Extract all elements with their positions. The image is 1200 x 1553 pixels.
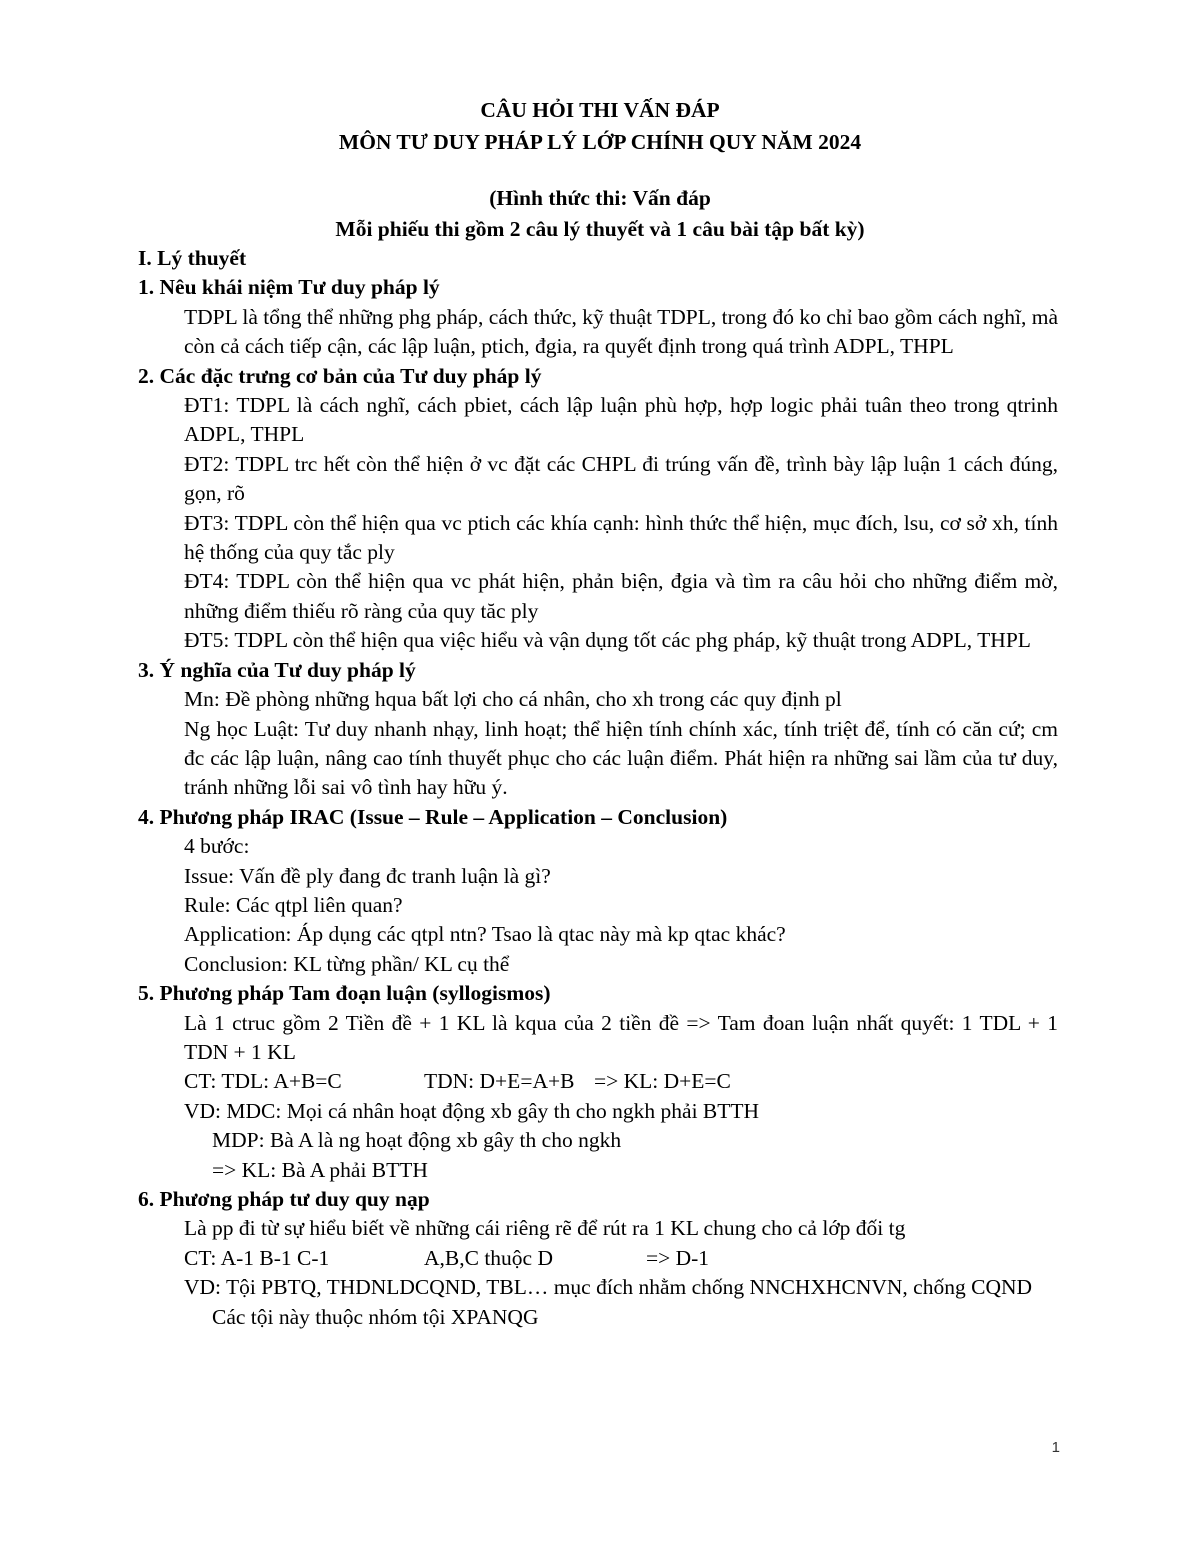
syllogism-conclusion: => KL: Bà A phải BTTH: [212, 1157, 428, 1182]
irac-line: 4 bước:: [184, 834, 250, 859]
question-6-heading: 6. Phương pháp tư duy quy nạp: [138, 1187, 430, 1211]
page-number: 1: [1051, 1439, 1060, 1456]
section-heading-theory: I. Lý thuyết: [138, 246, 247, 270]
formula-part: CT: A-1 B-1 C-1: [184, 1245, 330, 1270]
question-4-heading: 4. Phương pháp IRAC (Issue – Rule – Application – Conclusion): [138, 804, 728, 829]
document-subtitle: MÔN TƯ DUY PHÁP LÝ LỚP CHÍNH QUY NĂM 2024: [338, 130, 862, 154]
characteristic-5: ĐT5: TDPL còn thể hiện qua việc hiểu và vận dụng tốt các phg pháp, kỹ thuật trong ADPL, THPL: [184, 628, 1031, 653]
induction-example-conclusion: Các tội này thuộc nhóm tội XPANQG: [212, 1304, 539, 1329]
irac-line: Application: Áp dụng các qtpl ntn? Tsao là qtac này mà kp qtac khác?: [184, 922, 786, 947]
induction-formula: [184, 1244, 1200, 1273]
syllogism-definition: Là 1 ctruc gồm 2 Tiền đề + 1 KL là kqua của 2 tiền đề => Tam đoan luận nhất quyết: 1 TDL + 1 TDN + 1 KL: [184, 1010, 1058, 1064]
formula-part: => KL: D+E=C: [594, 1069, 731, 1094]
syllogism-example: VD: MDC: Mọi cá nhân hoạt động xb gây th cho ngkh phải BTTH: [184, 1098, 760, 1123]
formula-part: => D-1: [646, 1245, 710, 1270]
document-title: CÂU HỎI THI VẤN ĐÁP: [480, 98, 720, 122]
induction-example: VD: Tội PBTQ, THDNLDCQND, TBL… mục đích nhằm chống NNCHXHCNVN, chống CQND: [184, 1275, 1033, 1300]
formula-part: A,B,C thuộc D: [424, 1245, 553, 1270]
characteristic-1: ĐT1: TDPL là cách nghĩ, cách pbiet, cách lập luận phù hợp, hợp logic phải tuân theo trong qtrinh ADPL, THPL: [184, 393, 1058, 447]
question-1-heading: 1. Nêu khái niệm Tư duy pháp lý: [138, 275, 440, 300]
meaning-item-1: Mn: Đề phòng những hqua bất lợi cho cá nhân, cho xh trong các quy định pl: [184, 687, 842, 712]
induction-definition: Là pp đi từ sự hiểu biết về những cái riêng rẽ để rút ra 1 KL chung cho cả lớp đối tg: [184, 1216, 906, 1241]
syllogism-formula: [184, 1067, 1200, 1096]
irac-line: Conclusion: KL từng phần/ KL cụ thể: [184, 951, 510, 976]
question-2-heading: 2. Các đặc trưng cơ bản của Tư duy pháp lý: [138, 363, 542, 388]
characteristic-3: ĐT3: TDPL còn thể hiện qua vc ptich các khía cạnh: hình thức thể hiện, mục đích, lsu, cơ sở xh, tính hệ thống của quy tắc ply: [184, 510, 1058, 565]
characteristic-4: ĐT4: TDPL còn thể hiện qua vc phát hiện, phản biện, đgia và tìm ra câu hỏi cho những điểm mờ, những điểm thiếu rõ ràng của quy tăc ply: [184, 569, 1058, 623]
formula-part: CT: TDL: A+B=C: [184, 1069, 342, 1094]
exam-format-line-1: (Hình thức thi: Vấn đáp: [489, 186, 711, 210]
irac-line: Rule: Các qtpl liên quan?: [184, 892, 403, 917]
meaning-item-2: Ng học Luật: Tư duy nhanh nhạy, linh hoạt; thể hiện tính chính xác, tính triệt để, tính có căn cứ; cm đc các lập luận, nâng cao tính thuyết phục cho các luận điểm. Phát hiện ra những sai lầm của tư duy, tránh những lỗi sai vô tình hay hữu ý.: [184, 716, 1058, 800]
document-body: [0, 244, 1200, 1332]
formula-part: TDN: D+E=A+B: [424, 1069, 575, 1094]
exam-format-line-2: Mỗi phiếu thi gồm 2 câu lý thuyết và 1 câu bài tập bất kỳ): [335, 217, 865, 241]
question-5-heading: 5. Phương pháp Tam đoạn luận (syllogismos): [138, 981, 551, 1006]
question-1-answer: TDPL là tổng thể những phg pháp, cách thức, kỹ thuật TDPL, trong đó ko chỉ bao gồm cách nghĩ, mà còn cả cách tiếp cận, các lập luận, ptich, đgia, ra quyết định trong quá trình ADPL, THPL: [184, 304, 1058, 359]
syllogism-minor-premise: MDP: Bà A là ng hoạt động xb gây th cho ngkh: [212, 1128, 622, 1153]
characteristic-2: ĐT2: TDPL trc hết còn thể hiện ở vc đặt các CHPL đi trúng vấn đề, trình bày lập luận 1 cách đúng, gọn, rõ: [184, 451, 1058, 506]
irac-line: Issue: Vấn đề ply đang đc tranh luận là gì?: [184, 863, 551, 888]
question-3-heading: 3. Ý nghĩa của Tư duy pháp lý: [138, 657, 416, 682]
